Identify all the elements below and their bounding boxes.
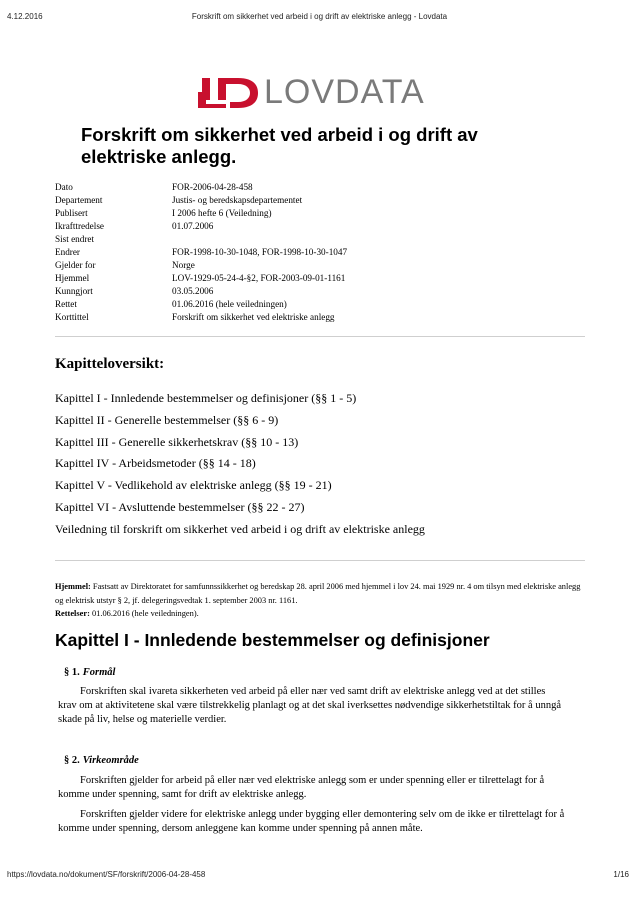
section-number: § 1. <box>64 667 80 678</box>
section-1-paragraph: Forskriften skal ivareta sikkerheten ved arbeid på eller nær ved samt drift av elektriske anlegg ved at det stilles krav om at aktivitetene skal være tilstrekkelig planlagt og at det skal iverksettes nødvendige sikkerhetstiltak for å unngå skade på liv, helse og materielle verdier. <box>58 686 561 725</box>
document-title: Forskrift om sikkerhet ved arbeid i og drift av elektriske anlegg. <box>81 124 478 167</box>
section-2-paragraph-2: Forskriften gjelder videre for elektriske anlegg under bygging eller demontering selv om de ikke er tilrettelagt for å komme under spenning, dersom anleggene kan komme under spenning på annen måte. <box>58 809 565 834</box>
metadata-row <box>55 194 347 207</box>
toc-item[interactable]: Kapittel V - Vedlikehold av elektriske anlegg (§§ 19 - 21) <box>55 478 332 493</box>
metadata-row <box>55 220 347 233</box>
metadata-value: Justis- og beredskapsdepartementet <box>172 195 303 205</box>
metadata-key: Gjelder for <box>55 260 96 270</box>
hjemmel-text: Fastsatt av Direktoratet for samfunnssikkerhet og beredskap 28. april 2006 med hjemmel i lov 24. mai 1929 nr. 4 om tilsyn med elektriske anlegg og elektrisk utstyr § 2, jf. delegeringsvedtak 1. september 2003 nr. 1161. <box>55 582 581 605</box>
metadata-key: Kunngjort <box>55 286 93 296</box>
metadata-table <box>55 181 347 324</box>
section-title: Formål <box>82 667 116 678</box>
toc-item[interactable]: Kapittel VI - Avsluttende bestemmelser (§§ 22 - 27) <box>55 499 305 514</box>
metadata-value: 01.07.2006 <box>172 221 214 231</box>
toc-item[interactable]: Kapittel III - Generelle sikkerhetskrav (§§ 10 - 13) <box>55 434 299 449</box>
section-1-heading[interactable] <box>64 666 115 679</box>
print-footer <box>0 870 639 882</box>
print-title: Forskrift om sikkerhet ved arbeid i og drift av elektriske anlegg - Lovdata <box>191 12 448 21</box>
metadata-value: FOR-1998-10-30-1048, FOR-1998-10-30-1047 <box>172 247 348 257</box>
metadata-key: Korttittel <box>55 312 89 322</box>
metadata-value: LOV-1929-05-24-4-§2, FOR-2003-09-01-1161 <box>172 273 346 283</box>
metadata-value: I 2006 hefte 6 (Veiledning) <box>172 208 272 218</box>
toc-title: Kapitteloversikt: <box>55 356 165 372</box>
metadata-value <box>172 233 347 246</box>
print-date: 4.12.2016 <box>7 12 43 21</box>
metadata-row <box>55 311 347 324</box>
section-2-paragraph-1: Forskriften gjelder for arbeid på eller nær ved elektriske anlegg som er under spenning eller er tilrettelagt for å komme under spenning, samt for drift av elektriske anlegg. <box>58 775 545 800</box>
print-page-number: 1/16 <box>613 870 629 879</box>
metadata-key: Departement <box>55 195 103 205</box>
metadata-value: Norge <box>172 260 195 270</box>
metadata-key: Endrer <box>55 247 80 257</box>
metadata-key: Publisert <box>55 208 88 218</box>
metadata-row <box>55 298 347 311</box>
section-2-heading[interactable] <box>64 754 139 767</box>
rettelser-text: 01.06.2016 (hele veiledningen). <box>91 609 199 618</box>
logo-wordmark: LOVDATA <box>264 73 425 111</box>
notes-block <box>55 580 585 621</box>
metadata-key: Ikrafttredelse <box>55 221 104 231</box>
rettelser-note <box>55 607 585 621</box>
rettelser-label: Rettelser: <box>55 609 90 618</box>
divider <box>55 336 585 337</box>
section-number: § 2. <box>64 755 80 766</box>
metadata-row <box>55 259 347 272</box>
print-url: https://lovdata.no/dokument/SF/forskrift/2006-04-28-458 <box>7 870 206 879</box>
metadata-key: Hjemmel <box>55 273 90 283</box>
divider <box>55 560 585 561</box>
metadata-value: 01.06.2016 (hele veiledningen) <box>172 299 287 309</box>
metadata-row <box>55 233 347 246</box>
chapter-title: Kapittel I - Innledende bestemmelser og definisjoner <box>55 630 490 650</box>
toc-list <box>55 388 595 541</box>
hjemmel-label: Hjemmel: <box>55 582 91 591</box>
metadata-key: Rettet <box>55 299 77 309</box>
metadata-row <box>55 181 347 194</box>
toc-item[interactable]: Veiledning til forskrift om sikkerhet ved arbeid i og drift av elektriske anlegg <box>55 521 425 536</box>
toc-item[interactable]: Kapittel II - Generelle bestemmelser (§§ 6 - 9) <box>55 412 279 427</box>
toc-item[interactable]: Kapittel I - Innledende bestemmelser og definisjoner (§§ 1 - 5) <box>55 391 357 405</box>
metadata-value: 03.05.2006 <box>172 286 214 296</box>
metadata-row <box>55 246 347 259</box>
metadata-key: Dato <box>55 182 73 192</box>
metadata-value: Forskrift om sikkerhet ved elektriske anlegg <box>172 312 335 322</box>
metadata-row <box>55 207 347 220</box>
lovdata-mark-icon <box>196 74 260 110</box>
metadata-row <box>55 285 347 298</box>
toc-item[interactable]: Kapittel IV - Arbeidsmetoder (§§ 14 - 18) <box>55 456 256 471</box>
lovdata-logo[interactable] <box>196 72 476 112</box>
hjemmel-note <box>55 580 585 607</box>
metadata-key: Sist endret <box>55 234 95 244</box>
print-header <box>0 12 639 24</box>
section-title: Virkeområde <box>82 755 139 766</box>
metadata-row <box>55 272 347 285</box>
metadata-value: FOR-2006-04-28-458 <box>172 182 253 192</box>
